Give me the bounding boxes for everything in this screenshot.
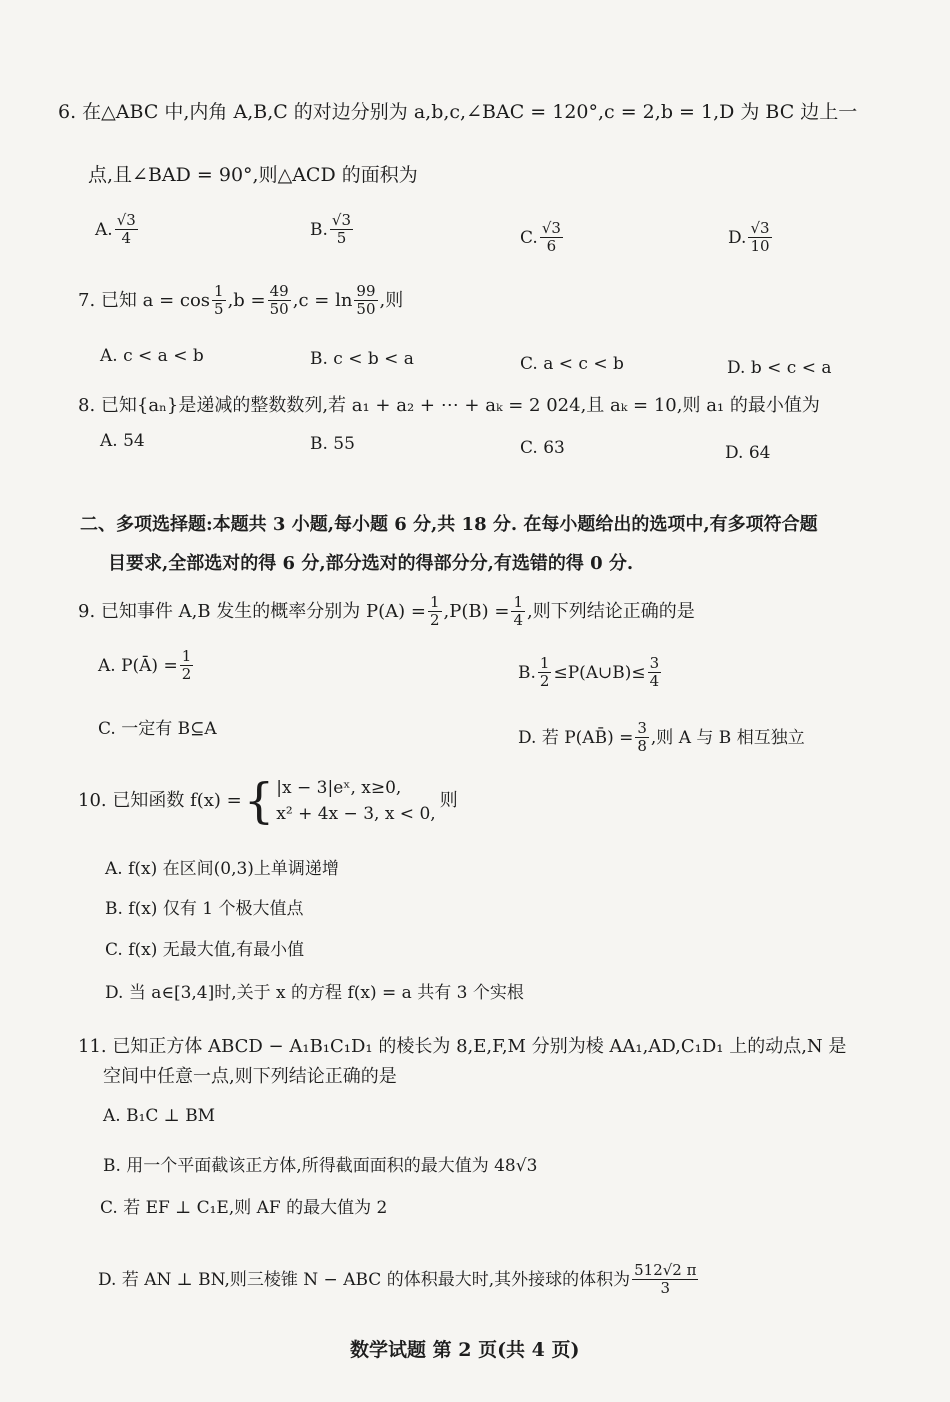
q6-option-d: D. $\frac{√3}{10}$ (728, 219, 770, 255)
page-footer: 数学试题 第 2 页(共 4 页) (350, 1339, 580, 1361)
q10-option-a: A. f(x) 在区间(0,3)上单调递增 (105, 859, 339, 879)
q11-stem-line1: 11. 已知正方体 ABCD − A₁B₁C₁D₁ 的棱长为 8,E,F,M 分别为棱 AA₁,AD,C₁D₁ 上的动点,N 是 (78, 1036, 847, 1057)
q9-option-b: B. $\frac{1}{2}$ ≤P(A∪B)≤ $\frac{3}{4}$ (518, 654, 660, 690)
q8-option-c: C. 63 (520, 438, 565, 458)
q6-option-b-fraction: $\frac{√3}{5}$ (331, 211, 352, 247)
q6-stem-line1: 6. 在△ABC 中,内角 A,B,C 的对边分别为 a,b,c,∠BAC = 120°,c = 2,b = 1,D 为 BC 边上一 (58, 101, 858, 123)
q6-option-b: B. $\frac{√3}{5}$ (310, 211, 352, 247)
q6-stem-line2: 点,且∠BAD = 90°,则△ACD 的面积为 (88, 164, 418, 186)
q6-option-a-fraction: $\frac{√3}{4}$ (116, 211, 136, 247)
q8-stem: 8. 已知{aₙ}是递减的整数数列,若 a₁ + a₂ + ⋯ + aₖ = 2 024,且 aₖ = 10,则 a₁ 的最小值为 (78, 395, 820, 416)
q7-option-c: C. a < c < b (520, 354, 624, 374)
q6-option-d-fraction: $\frac{√3}{10}$ (750, 219, 770, 255)
q11-stem-line2: 空间中任意一点,则下列结论正确的是 (103, 1066, 397, 1087)
q11-option-a: A. B₁C ⊥ BM (103, 1106, 216, 1126)
q10-option-d: D. 当 a∈[3,4]时,关于 x 的方程 f(x) = a 共有 3 个实根 (105, 983, 524, 1003)
q11-option-c: C. 若 EF ⊥ C₁E,则 AF 的最大值为 2 (100, 1198, 388, 1218)
q8-option-b: B. 55 (310, 434, 355, 454)
q9-option-c: C. 一定有 B⊆A (98, 719, 217, 739)
q7-option-b: B. c < b < a (310, 349, 414, 369)
q10-option-b: B. f(x) 仅有 1 个极大值点 (105, 899, 304, 919)
q9-option-a: A. P(Ā) = $\frac{1}{2}$ (98, 647, 192, 683)
q10-option-c: C. f(x) 无最大值,有最小值 (105, 940, 305, 960)
q10-stem: 10. 已知函数 f(x) = { |x − 3|eˣ, x≥0, x² + 4x − 3, x < 0, 则 (78, 773, 458, 829)
section2-heading-line1: 二、多项选择题:本题共 3 小题,每小题 6 分,共 18 分. 在每小题给出的选项中,有多项符合题 (80, 514, 818, 535)
q7-stem: 7. 已知 a = cos $\frac{1}{5}$ ,b = $\frac{49}{50}$ ,c = ln $\frac{99}{50}$ ,则 (78, 282, 404, 318)
q9-option-d: D. 若 P(AB̄) = $\frac{3}{8}$ ,则 A 与 B 相互独立 (518, 719, 805, 755)
section2-heading-line2: 目要求,全部选对的得 6 分,部分选对的得部分分,有选错的得 0 分. (108, 553, 634, 574)
q11-option-b: B. 用一个平面截该正方体,所得截面面积的最大值为 48√3 (103, 1156, 538, 1176)
q6-option-c-fraction: $\frac{√3}{6}$ (541, 219, 561, 255)
q11-option-d: D. 若 AN ⊥ BN,则三棱锥 N − ABC 的体积最大时,其外接球的体积为 $\frac{512√2 \pi}{3}$ (98, 1261, 697, 1297)
q6-option-c: C. $\frac{√3}{6}$ (520, 219, 561, 255)
q6-option-a: A. $\frac{√3}{4}$ (95, 211, 136, 247)
q8-option-d: D. 64 (725, 443, 771, 463)
q7-option-a: A. c < a < b (100, 346, 204, 366)
q7-option-d: D. b < c < a (727, 358, 832, 378)
q10-piecewise: |x − 3|eˣ, x≥0, x² + 4x − 3, x < 0, (276, 778, 436, 824)
q8-option-a: A. 54 (100, 431, 145, 451)
q9-stem: 9. 已知事件 A,B 发生的概率分别为 P(A) = $\frac{1}{2}$ ,P(B) = $\frac{1}{4}$ ,则下列结论正确的是 (78, 593, 695, 629)
